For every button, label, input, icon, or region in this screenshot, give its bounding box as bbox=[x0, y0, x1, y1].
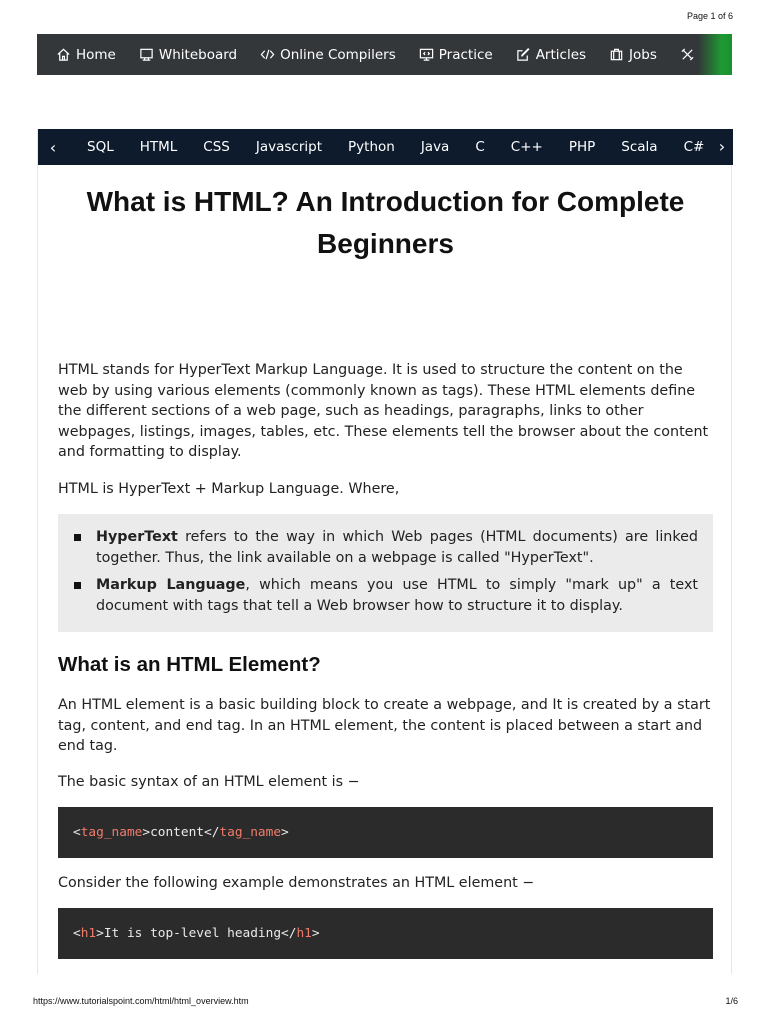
page-title: What is HTML? An Introduction for Complete Beginners bbox=[86, 186, 685, 259]
code-text: >content</ bbox=[142, 825, 220, 840]
edit-icon bbox=[516, 47, 531, 62]
code-block-syntax[interactable] bbox=[58, 807, 713, 858]
element-paragraph: An HTML element is a basic building block to create a webpage, and It is created by a start tag, content, and end tag. In an HTML element, the content is placed between a start and end tag. bbox=[58, 697, 711, 755]
briefcase-icon bbox=[609, 47, 624, 62]
example-intro: Consider the following example demonstrates an HTML element − bbox=[58, 875, 535, 891]
nav-practice[interactable] bbox=[419, 47, 493, 63]
lang-scala[interactable]: Scala bbox=[621, 139, 658, 155]
lang-sql[interactable]: SQL bbox=[87, 139, 114, 155]
code-tag: h1 bbox=[80, 926, 97, 941]
definition-list bbox=[96, 527, 698, 616]
section-heading: What is an HTML Element? bbox=[58, 653, 321, 676]
lang-php[interactable]: PHP bbox=[568, 139, 596, 155]
nav-jobs-label: Jobs bbox=[629, 46, 657, 63]
code-tag: tag_name bbox=[80, 825, 143, 840]
article-container bbox=[37, 129, 732, 974]
lang-css[interactable]: CSS bbox=[203, 139, 230, 155]
lang-c[interactable]: C bbox=[475, 139, 485, 155]
definition-term: HyperText bbox=[96, 529, 178, 545]
chevron-right-icon[interactable]: › bbox=[711, 129, 733, 165]
nav-home-label: Home bbox=[76, 46, 116, 63]
nav-online-compilers[interactable] bbox=[260, 47, 396, 63]
nav-green-edge bbox=[698, 34, 732, 75]
nav-tools[interactable] bbox=[680, 47, 700, 62]
definition-box bbox=[58, 514, 713, 632]
page-indicator: Page 1 of 6 bbox=[686, 11, 733, 21]
lang-cpp[interactable]: C++ bbox=[510, 139, 543, 155]
code-tag: h1 bbox=[296, 926, 312, 941]
nav-online-compilers-label: Online Compilers bbox=[280, 46, 396, 63]
language-bar bbox=[38, 129, 733, 165]
lang-html[interactable]: HTML bbox=[139, 139, 178, 155]
definition-text: refers to the way in which Web pages (HTML documents) are linked together. Thus, the link available on a webpage is called "HyperText". bbox=[96, 529, 698, 566]
footer-url: https://www.tutorialspoint.com/html/html_overview.htm bbox=[33, 996, 249, 1006]
intro-paragraph: HTML stands for HyperText Markup Language. It is used to structure the content on the web by using various elements (commonly known as tags). These HTML elements define the different sections of a web page, such as headings, paragraphs, links to other webpages, listings, images, tables, etc. These elements tell the browser about the content and formatting to display. bbox=[58, 362, 709, 461]
nav-articles[interactable] bbox=[516, 47, 586, 63]
nav-articles-label: Articles bbox=[535, 46, 587, 63]
code-punct: > bbox=[311, 926, 320, 941]
lang-csharp[interactable]: C# bbox=[683, 139, 705, 155]
top-navigation bbox=[37, 34, 732, 75]
list-item bbox=[96, 575, 698, 616]
code-tag: tag_name bbox=[219, 825, 282, 840]
code-text: >It is top-level heading</ bbox=[96, 926, 297, 941]
chevron-left-icon[interactable]: ‹ bbox=[49, 137, 57, 157]
list-item bbox=[96, 527, 698, 568]
definition-text: , which means you use HTML to simply "mark up" a text document with tags that tell a Web browser how to structure it to display. bbox=[96, 577, 699, 614]
nav-whiteboard-label: Whiteboard bbox=[158, 46, 238, 63]
nav-practice-label: Practice bbox=[438, 46, 493, 63]
lang-java[interactable]: Java bbox=[420, 139, 450, 155]
home-icon bbox=[56, 47, 71, 62]
nav-home[interactable] bbox=[56, 47, 116, 63]
lang-python[interactable]: Python bbox=[348, 139, 395, 155]
nav-jobs[interactable] bbox=[609, 47, 657, 63]
definition-term: Markup Language bbox=[96, 577, 246, 594]
tools-icon bbox=[680, 47, 695, 62]
lang-javascript[interactable]: Javascript bbox=[255, 139, 323, 155]
code-punct: < bbox=[73, 825, 81, 840]
syntax-intro: The basic syntax of an HTML element is − bbox=[58, 774, 360, 790]
where-line: HTML is HyperText + Markup Language. Where, bbox=[58, 481, 400, 497]
practice-icon bbox=[419, 47, 434, 62]
code-punct: < bbox=[73, 926, 81, 941]
code-icon bbox=[260, 47, 275, 62]
nav-whiteboard[interactable] bbox=[139, 47, 237, 63]
footer-page-number: 1/6 bbox=[725, 996, 738, 1006]
code-block-example[interactable] bbox=[58, 908, 713, 959]
whiteboard-icon bbox=[139, 47, 154, 62]
code-punct: > bbox=[281, 825, 289, 840]
